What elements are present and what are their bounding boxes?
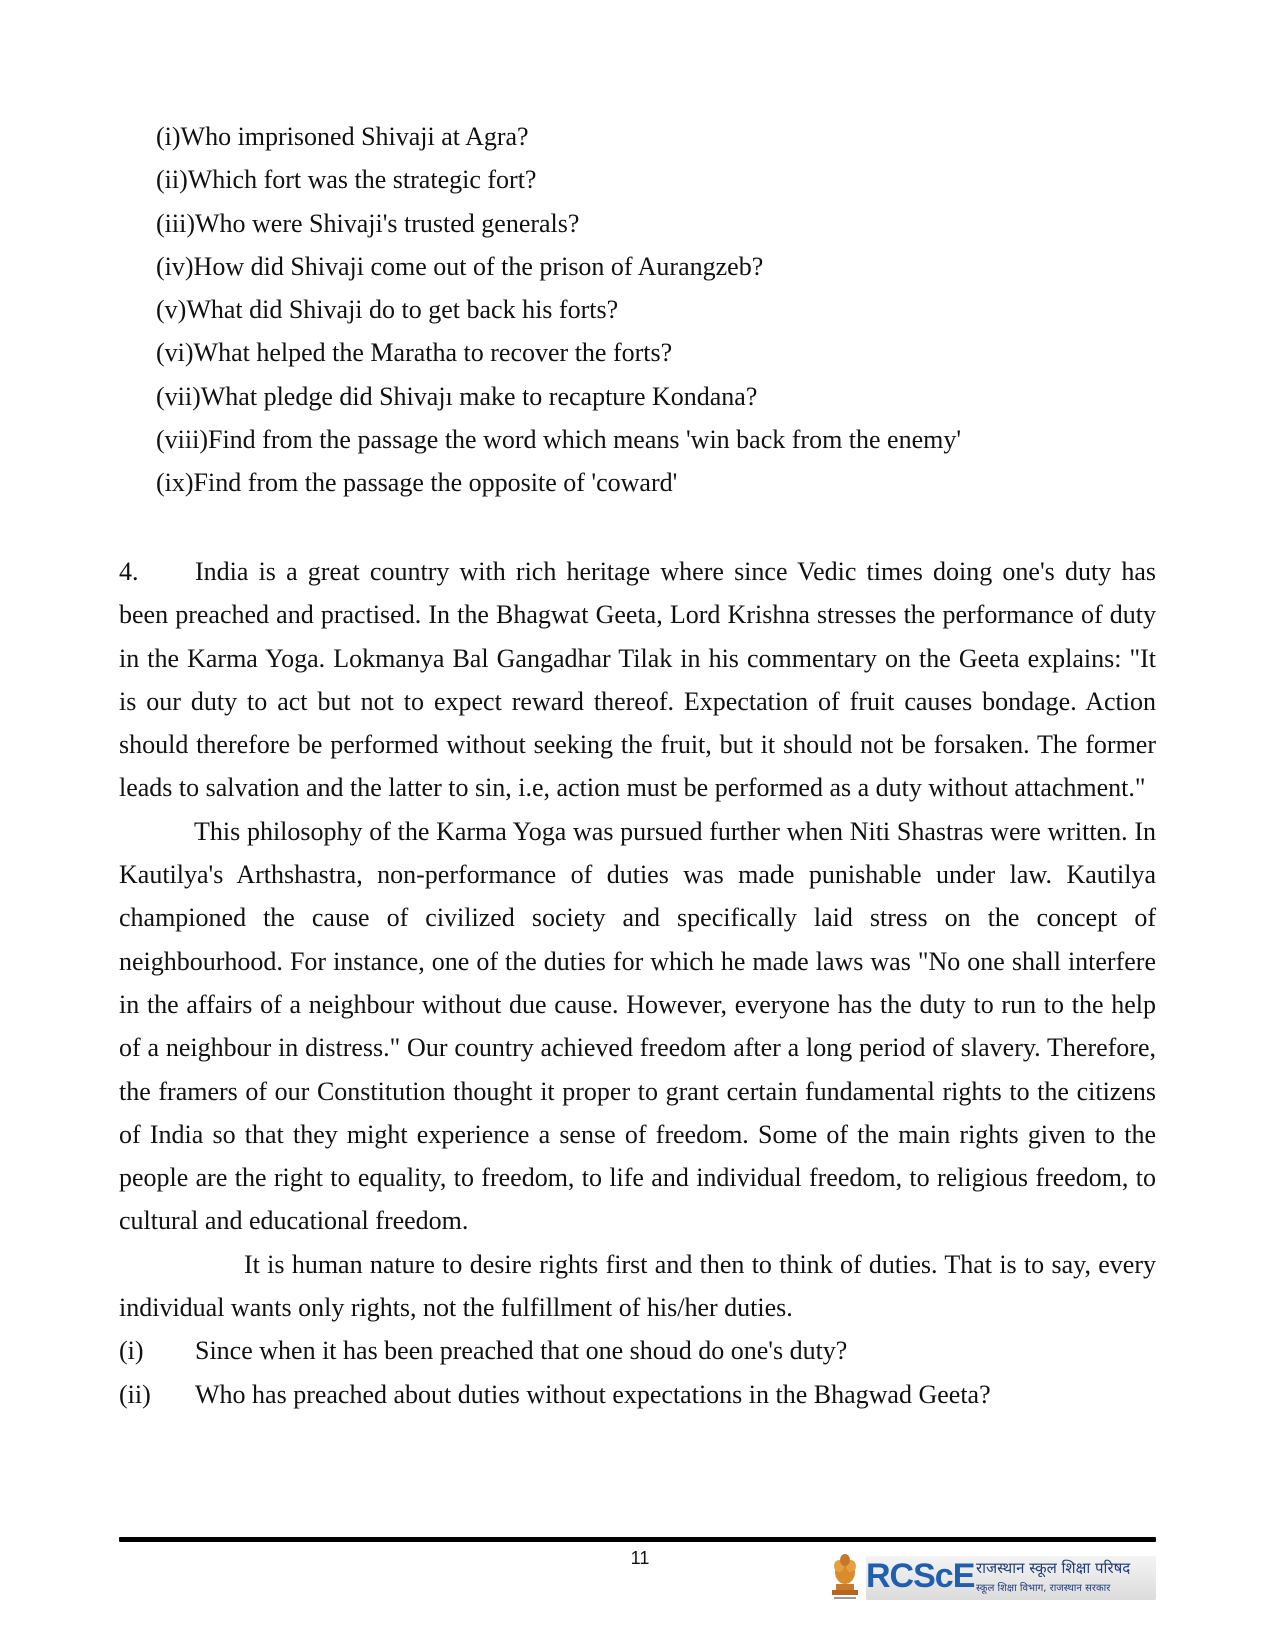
logo-hindi-subtitle: स्कूल शिक्षा विभाग, राजस्थान सरकार — [976, 1583, 1111, 1594]
page-number: 11 — [630, 1548, 650, 1568]
logo-wordmark: RCScE — [866, 1557, 975, 1595]
passage-paragraph-3: It is human nature to desire rights first and then to think of duties. That is to say, every individual wants only rights, not the fulfillment of his/her duties. — [119, 1249, 1156, 1323]
logo-hindi-title: राजस्थान स्कूल शिक्षा परिषद — [976, 1559, 1131, 1577]
passage-question-1 — [119, 1329, 1156, 1372]
paragraph-1-text: India is a great country with rich heritage where since Vedic times doing one's duty has been preached and practised. In the Bhagwat Geeta, Lord Krishna stresses the performance of duty in the Karma Yoga. Lokmanya Bal Gangadhar Tilak in his commentary on the Geeta explains: "It is our duty to act but not to expect reward thereof. Expectation of fruit causes bondage. Action should therefore be performed without seeking the fruit, but it should not be forsaken. The former leads to salvation and the latter to sin, i.e, action must be performed as a duty without attachment." — [119, 557, 1156, 803]
question-item: (vi)What helped the Maratha to recover the forts? — [156, 338, 673, 368]
question-item: (i)Who imprisoned Shivaji at Agra? — [156, 122, 529, 151]
question-item: (viii)Find from the passage the word which means 'win back from the enemy' — [156, 425, 962, 455]
previous-questions-list — [156, 115, 1156, 505]
question-text: Since when it has been preached that one shoud do one's duty? — [195, 1336, 848, 1366]
passage-paragraph-1 — [119, 550, 1156, 810]
rcsce-logo — [828, 1550, 1156, 1606]
question-item: (v)What did Shivaji do to get back his forts? — [156, 295, 619, 325]
question-label: (i) — [119, 1336, 144, 1366]
national-emblem-icon — [828, 1550, 862, 1604]
question-text: Who has preached about duties without expectations in the Bhagwad Geeta? — [195, 1379, 991, 1409]
passage-paragraph-2: This philosophy of the Karma Yoga was pursued further when Niti Shastras were written. In Kautilya's Arthshastra, non-performance of duties was made punishable under law. Kautilya championed the cause of civilized society and specifically laid stress on the concept of neighbourhood. For instance, one of the duties for which he made laws was "No one shall interfere in the affairs of a neighbour without due cause. However, everyone has the duty to run to the help of a neighbour in distress." Our country achieved freedom after a long period of slavery. Therefore, the framers of our Constitution thought it proper to grant certain fundamental rights to the citizens of India so that they might experience a sense of freedom. Some of the main rights given to the people are the right to equality, to freedom, to life and individual freedom, to religious freedom, to cultural and educational freedom. — [119, 816, 1156, 1236]
footer-rule — [119, 1537, 1156, 1542]
question-label: (ii) — [119, 1379, 151, 1409]
question-item: (iii)Who were Shivaji's trusted generals? — [156, 208, 580, 238]
question-item: (ix)Find from the passage the opposite of 'coward' — [156, 468, 678, 498]
passage-question-2 — [119, 1373, 1156, 1416]
passage-4 — [119, 550, 1156, 1416]
passage-number: 4. — [119, 557, 139, 586]
question-item: (vii)What pledge did Shivajı make to recapture Kondana? — [156, 381, 758, 411]
question-item: (iv)How did Shivaji come out of the prison of Aurangzeb? — [156, 251, 764, 281]
question-item: (ii)Which fort was the strategic fort? — [156, 165, 537, 195]
